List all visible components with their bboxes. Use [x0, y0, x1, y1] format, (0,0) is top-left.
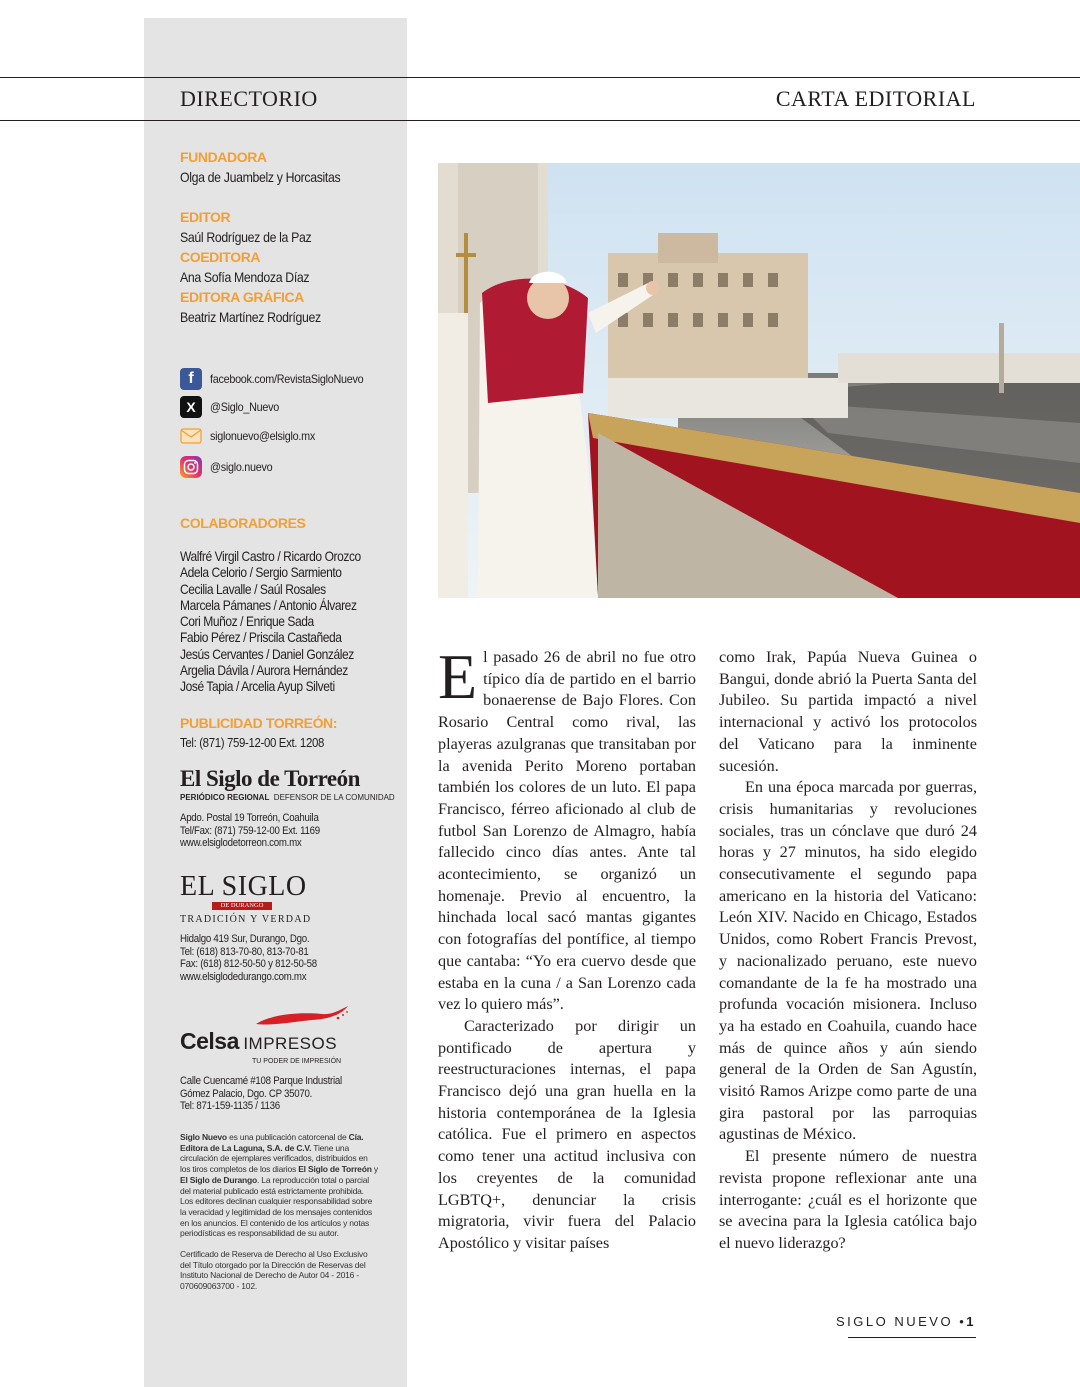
legal-block — [180, 1132, 378, 1292]
collaborator-line: José Tapia / Arcelia Ayup Silveti — [180, 678, 335, 695]
drop-cap: E — [438, 641, 478, 712]
torreon-web[interactable]: www.elsiglodetorreon.com.mx — [180, 837, 302, 849]
coeditor-name: Ana Sofía Mendoza Díaz — [180, 269, 310, 285]
legal-text: es una publicación catorcenal de — [226, 1132, 349, 1142]
collaborator-line: Adela Celorio / Sergio Sarmiento — [180, 564, 342, 581]
facebook-icon: f — [180, 368, 202, 390]
x-icon: X — [180, 396, 202, 418]
email-address: siglonuevo@elsiglo.mx — [210, 429, 315, 443]
celsa-phone: Tel: 871-159-1135 / 1136 — [180, 1100, 280, 1112]
durango-motto: TRADICIÓN Y VERDAD — [180, 914, 312, 925]
editor-label: EDITOR — [180, 209, 231, 225]
email-link[interactable] — [180, 425, 327, 447]
x-link[interactable] — [180, 396, 287, 418]
footer-separator: • — [959, 1314, 967, 1329]
editorial-heading: CARTA EDITORIAL — [775, 86, 976, 111]
collaborator-line: Argelia Dávila / Aurora Hernández — [180, 662, 348, 679]
x-handle: @Siglo_Nuevo — [210, 400, 279, 414]
page-number: 1 — [966, 1314, 976, 1329]
editor-name: Saúl Rodríguez de la Paz — [180, 229, 312, 245]
durango-logo: EL SIGLO — [180, 871, 307, 902]
facebook-link[interactable] — [180, 368, 380, 390]
legal-bold: El Siglo de Torreón — [298, 1164, 372, 1175]
legal-bold: Siglo Nuevo — [180, 1132, 227, 1142]
collaborators-block — [180, 513, 380, 695]
footer-magazine: SIGLO NUEVO — [836, 1314, 954, 1329]
durango-phone: Tel: (618) 813-70-80, 813-70-81 — [180, 945, 309, 958]
durango-address: Hidalgo 419 Sur, Durango, Dgo. — [180, 933, 310, 945]
legal-text: y — [371, 1164, 378, 1175]
paragraph-2: Caracterizado por dirigir un pontificado de apertura y reestructuraciones internas, el papa Francisco dejó una gran huella en la historia contemporánea de la Iglesia católica. Fue el primero en aspectos como tener una actitud inclusiva con los creyentes de la comunidad LGBTQ+, denunciar la crisis migratoria, vivir fuera del Palacio Apostólico y visitar países — [438, 1016, 696, 1252]
founder-label: FUNDADORA — [180, 149, 267, 165]
collaborators-label: COLABORADORES — [180, 515, 306, 531]
pope-balcony-photo — [438, 163, 1080, 598]
celsa-brand-sub: IMPRESOS — [243, 1034, 338, 1053]
torreon-tag-left: PERIÓDICO REGIONAL — [180, 793, 270, 802]
legal-bold: El Siglo de Durango — [180, 1174, 257, 1185]
legal-publication-note — [180, 1132, 378, 1239]
collaborator-line: Cori Muñoz / Enrique Sada — [180, 613, 314, 630]
torreon-address: Apdo. Postal 19 Torreón, Coahuila — [180, 812, 319, 824]
legal-bold: Cía. Editora de La Laguna, S.A. de C.V. — [180, 1132, 364, 1153]
celsa-brand: Celsa — [180, 1028, 239, 1054]
header-top-rule — [0, 77, 1080, 78]
coeditor-label: COEDITORA — [180, 249, 261, 265]
paragraph-3: En una época marcada por guerras, crisis humanitarias y revoluciones sociales, tras un cónclave que duró 24 horas y 27 minutos, ha sido elegido consecutivamente el segundo papa americano en la historia del Vaticano: León XIV. Nacido en Chicago, Estados Unidos, como Robert Francis Prevost, y nacionalizado peruano, este nuevo comandante de la fe ha mostrado una profunda vocación misionera. Incluso ya ha estado en Coahuila, cuando hace más de quince años y aún siendo general de la Orden de San Agustín, visitó Ramos Arizpe como parte de una gira pastoral por las parroquias agustinas de México. — [719, 778, 977, 1144]
torreon-tag-right: DEFENSOR DE LA COMUNIDAD — [273, 793, 395, 802]
page-footer — [836, 1314, 976, 1329]
torreon-phone: Tel/Fax: (871) 759-12-00 Ext. 1169 — [180, 824, 320, 837]
torreon-block — [180, 766, 395, 850]
advertising-block — [180, 713, 380, 753]
paragraph-2-continued: como Irak, Papúa Nueva Guinea o Bangui, donde abrió la Puerta Santa del Jubileo. Su partida impactó a nivel internacional y activó los protocolos del Vaticano para la inminente sucesión. — [719, 648, 977, 775]
durango-web[interactable]: www.elsiglodedurango.com.mx — [180, 970, 307, 983]
legal-text: . La reproducción total o parcial del material publicado está estrictamente prohibida. Los editores declinan cualquier responsabilidad sobre la veracidad y legitimidad de los mensajes contenidos en los anuncios. El contenido de los artículos y notas periodísticas es responsabilidad de su autor. — [180, 1174, 373, 1239]
advertising-phone: Tel: (871) 759-12-00 Ext. 1208 — [180, 735, 324, 750]
collaborator-line: Walfré Virgil Castro / Ricardo Orozco — [180, 548, 361, 564]
graphic-editor-name: Beatriz Martínez Rodríguez — [180, 309, 321, 325]
facebook-handle: facebook.com/RevistaSigloNuevo — [210, 372, 364, 386]
graphic-editor-label: EDITORA GRÁFICA — [180, 289, 304, 305]
footer-rule — [848, 1337, 976, 1338]
durango-logo-sub: DE DURANGO — [212, 902, 272, 910]
header-bottom-rule — [0, 120, 1080, 121]
collaborator-line: Fabio Pérez / Priscila Castañeda — [180, 629, 342, 646]
instagram-link[interactable] — [180, 456, 279, 478]
collaborator-line: Marcela Pámanes / Antonio Álvarez — [180, 596, 357, 613]
collaborator-line: Cecilia Lavalle / Saúl Rosales — [180, 580, 326, 597]
durango-fax: Fax: (618) 812-50-50 y 812-50-58 — [180, 958, 317, 970]
staff-block — [180, 147, 380, 327]
paragraph-4: El presente número de nuestra revista propone reflexionar ante una interrogante: ¿cuál es el horizonte que se avecina para la Iglesia católica bajo el nuevo liderazgo? — [719, 1147, 977, 1252]
paragraph-1: l pasado 26 de abril no fue otro típico día de partido en el barrio bonaerense de Bajo Flores. Con Rosario Central como rival, las playeras azulgranas que transitaban por la avenida Perito Moreno portaban también los colores de un luto. El papa Francisco, férreo aficionado al club de futbol San Lorenzo de Almagro, había fallecido cinco días antes. Ante tal acontecimiento, se organizó un homenaje. Previo al encuentro, la hinchada local sacó mantas gigantes con fotografías del pontífice, al tiempo que cantaba: “Yo era cuervo desde que estaba en la cuna / a San Lorenzo cada vez lo quiero más”. — [438, 648, 696, 1014]
celsa-block — [180, 1004, 380, 1113]
advertising-label: PUBLICIDAD TORREÓN: — [180, 715, 338, 731]
celsa-address-2: Gómez Palacio, Dgo. CP 35070. — [180, 1087, 313, 1100]
founder-name: Olga de Juambelz y Horcasitas — [180, 169, 341, 185]
brush-stroke-icon — [252, 1004, 352, 1030]
article-column-2 — [719, 647, 977, 1255]
instagram-icon — [180, 456, 202, 478]
celsa-tagline: TU PODER DE IMPRESIÓN — [252, 1058, 342, 1065]
article-column-1 — [438, 641, 696, 1255]
legal-certificate: Certificado de Reserva de Derecho al Uso Exclusivo del Título otorgado por la Dirección de Reservas del Instituto Nacional de Derecho de Autor 04 - 2016 - 070609063700 - 102. — [180, 1249, 368, 1292]
durango-block — [180, 872, 380, 983]
collaborator-line: Jesús Cervantes / Daniel González — [180, 645, 354, 662]
torreon-tagline — [180, 793, 395, 802]
directory-heading: DIRECTORIO — [180, 86, 318, 111]
torreon-logo: El Siglo de Torreón — [180, 766, 360, 791]
envelope-icon — [180, 425, 202, 447]
legal-text: Tiene una circulación de ejemplares verificados, distribuidos en los tiros completos de los diarios — [180, 1142, 368, 1175]
instagram-handle: @siglo.nuevo — [210, 460, 273, 474]
celsa-address-1: Calle Cuencamé #108 Parque Industrial — [180, 1075, 342, 1087]
